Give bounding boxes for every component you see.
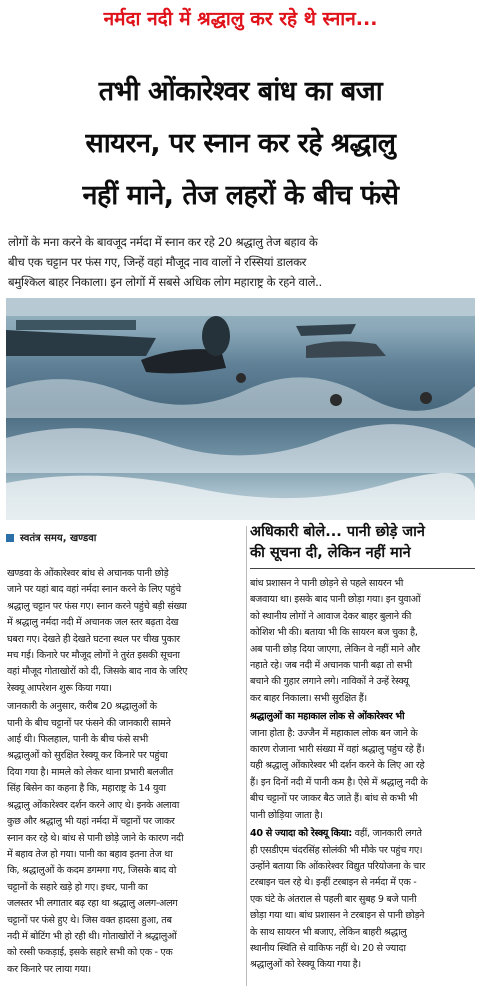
text-line: जलस्तर भी लगातार बढ़ रहा था श्रद्धालु अलग-अलग [7, 898, 178, 910]
text-line: बचाने की गुहार लगाने लगे। नाविकों ने उन्हें रेस्क्यू [250, 676, 409, 688]
text-line: नहाते रहे। जब नदी में अचानक पानी बढ़ा तो सभी [250, 660, 412, 672]
river-rescue-photo [6, 298, 475, 520]
text-line: टरबाइन चल रहे थे। इन्हीं टरबाइन से नर्मदा में एक - [250, 877, 417, 889]
text-line: जाना होता है: उज्जैन में महाकाल लोक बन जाने के [250, 727, 418, 739]
text-line: रेस्क्यू आपरेशन शुरू किया गया। [7, 682, 112, 694]
byline-square-icon [6, 534, 14, 542]
headline-line-3: नहीं माने, तेज लहरों के बीच फंसे [82, 180, 399, 211]
wave-foam-3 [6, 473, 475, 520]
text-line: बजवाया था। इसके बाद पानी छोड़ा गया। इन युवाओं [250, 594, 421, 606]
text-line: उन्होंने बताया कि ओंकारेश्वर विद्युत परियोजना के चार [250, 860, 426, 872]
text-line: सिंह बिसेन का कहना है कि, महाराष्ट्र के 14 युवा [7, 783, 166, 795]
wave-foam-1 [6, 377, 475, 418]
text-fragment: वहीं, जानकारी लगते [354, 828, 422, 840]
text-line: वहां मौजूद गोताखोरों को दी, जिसके बाद नाव के जरिए [7, 666, 188, 678]
boat-right [296, 324, 356, 336]
column-divider [246, 526, 247, 986]
text-line: श्रद्धालु चट्टान पर फंस गए। स्नान करने पहुंचे बड़ी संख्या [7, 600, 187, 612]
wave-foam-2 [6, 424, 475, 473]
people-on-boat [202, 316, 230, 356]
main-headline [0, 66, 481, 222]
deck-line-2: बीच एक चट्टान पर फंस गए, जिन्हें वहां मौजूद नाव वालों ने रस्सियां डालकर [8, 255, 307, 269]
subhead-line-2: की सूचना दी, लेकिन नहीं माने [250, 545, 411, 561]
text-line: स्नान कर रहे थे। बांध से पानी छोड़े जाने के कारण नदी [7, 832, 184, 844]
text-line: चट्टानों के सहारे खड़े हो गए। इधर, पानी का [7, 881, 148, 893]
text-line: में बहाव तेज हो गया। पानी का बहाव इतना तेज था [7, 848, 173, 860]
summary-deck [8, 232, 474, 292]
text-line: जानकारी के अनुसार, करीब 20 श्रद्धालुओं के [7, 701, 157, 713]
text-line: छोड़ा गया था। बांध प्रशासन ने टरबाइन से पानी छोड़ने [250, 910, 425, 922]
right-subheadline [250, 522, 475, 564]
text-line: ही एसडीएम चंदरसिंह सोलंकी भी मौके पर पहुंच गए। [250, 844, 423, 856]
swimmer-3 [236, 373, 246, 383]
right-paragraph-1 [250, 576, 475, 707]
text-line: चट्टानों पर फंसे हुए थे। जिस वक्त हादसा हुआ, तब [7, 914, 172, 926]
byline-text: स्वतंत्र समय, खण्डवा [20, 533, 97, 544]
text-line: यही श्रद्धालु ओंकारेश्वर भी दर्शन करने के लिए आ रहे [250, 760, 425, 772]
text-line: कोशिश भी की। बताया भी कि सायरन बज चुका है, [250, 627, 418, 639]
text-line: श्रद्धालुओं को सुरक्षित रेस्क्यू कर किनारे पर पहुंचा [7, 750, 168, 762]
text-line: हैं। इन दिनों नदी में पानी कम है। ऐसे में श्रद्धालु नदी के [250, 776, 428, 788]
subhead-rule [250, 568, 475, 569]
text-line: कुछ और श्रद्धालु भी यहां नर्मदा में चट्टानों पर जाकर [7, 816, 175, 828]
text-line: एक घंटे के अंतराल से पहली बार सुबह 9 बजे पानी [250, 893, 417, 905]
boat-left [6, 330, 156, 356]
right-paragraph-3 [250, 826, 475, 974]
subhead-line-1: अधिकारी बोले... पानी छोड़े जाने [250, 524, 425, 540]
left-paragraph-1 [7, 566, 243, 697]
text-line: नदी में बोटिंग भी हो रही थी। गोताखोरों ने श्रद्धालुओं [7, 930, 177, 942]
right-paragraph-2 [250, 709, 475, 824]
paragraph-heading: 40 से ज्यादा को रेस्क्यू किया: [250, 828, 352, 840]
headline-line-1: तभी ओंकारेश्वर बांध का बजा [98, 76, 383, 107]
text-line: खण्डवा के ओंकारेश्वर बांध से अचानक पानी छोड़े [7, 568, 169, 579]
byline [6, 530, 244, 544]
text-line: पानी छोड़िया जाता है। [250, 809, 323, 821]
rocks [306, 341, 386, 358]
text-line: दिया गया है। मामले को लेकर थाना प्रभारी बलजीत [7, 766, 173, 778]
kicker-headline: नर्मदा नदी में श्रद्धालु कर रहे थे स्नान... [103, 8, 378, 30]
text-line: कारण रोजाना भारी संख्या में वहां श्रद्धालु पहुंच रहे हैं। [250, 744, 425, 756]
text-line: को रस्सी फकड़ाई, इसके सहारे सभी को एक - एक [7, 947, 173, 959]
far-shore [6, 298, 475, 316]
text-line: घबरा गए। देखते ही देखते घटना स्थल पर चीख पुकार [7, 633, 180, 645]
deck-line-3: बमुश्किल बाहर निकाला। इन लोगों में सबसे अधिक लोग महाराष्ट्र के रहने वाले.. [8, 275, 322, 289]
deck-line-1: लोगों के मना करने के बावजूद नर्मदा में स्नान कर रहे 20 श्रद्धालु तेज बहाव के [8, 235, 318, 249]
text-line: बांध प्रशासन ने पानी छोड़ने से पहले सायरन भी [250, 578, 404, 589]
text-line: में श्रद्धालु नर्मदा नदी में अचानक जल स्तर बढ़ता देख [7, 617, 179, 629]
headline-line-2: सायरन, पर स्नान कर रहे श्रद्धालु [85, 128, 396, 159]
text-line [250, 826, 475, 842]
right-column [250, 576, 475, 976]
paragraph-heading: श्रद्धालुओं का महाकाल लोक से ओंकारेश्वर भी [250, 711, 405, 723]
text-line: स्थानीय स्थिति से वाकिफ नहीं थे। 20 से ज्यादा [250, 942, 406, 954]
left-paragraph-2 [7, 699, 243, 978]
text-line: मच गई। किनारे पर मौजूद लोगों ने तुरंत इसकी सूचना [7, 650, 180, 662]
text-line: श्रद्धालु ओंकारेश्वर दर्शन करने आए थे। इनके अलावा [7, 799, 180, 811]
text-line: कर किनारे पर लाया गया। [7, 963, 91, 975]
text-line: जाने पर यहां बाद वहां नर्मदा स्नान करने के लिए पहुंचे [7, 584, 181, 596]
boat-left-canopy [16, 320, 136, 330]
news-photo [6, 298, 475, 520]
text-line: पानी के बीच चट्टानों पर फंसने की जानकारी सामने [7, 717, 171, 729]
text-line: अब पानी छोड़ दिया जाएगा, लेकिन वे नहीं माने और [250, 643, 420, 655]
text-line: कि, श्रद्धालुओं के कदम डगमगा गए, जिसके बाद वो [7, 865, 177, 877]
text-line: को स्थानीय लोगों ने आवाज देकर बाहर बुलाने की [250, 610, 412, 622]
text-line: के साथ सायरन भी बजाए, लेकिन बाहरी श्रद्धालु [250, 926, 407, 938]
text-line: बीच चट्टानों पर जाकर बैठ जाते हैं। बांध से कभी भी [250, 793, 418, 805]
text-line: श्रद्धालुओं को रेस्क्यू किया गया है। [250, 959, 361, 971]
left-column [7, 566, 243, 980]
text-line: आई थी। फिलहाल, पानी के बीच फंसे सभी [7, 734, 148, 746]
swimmer-1 [330, 394, 342, 406]
text-line: कर बाहर निकाला। सभी सुरक्षित हैं। [250, 692, 367, 704]
swimmer-2 [420, 392, 432, 404]
